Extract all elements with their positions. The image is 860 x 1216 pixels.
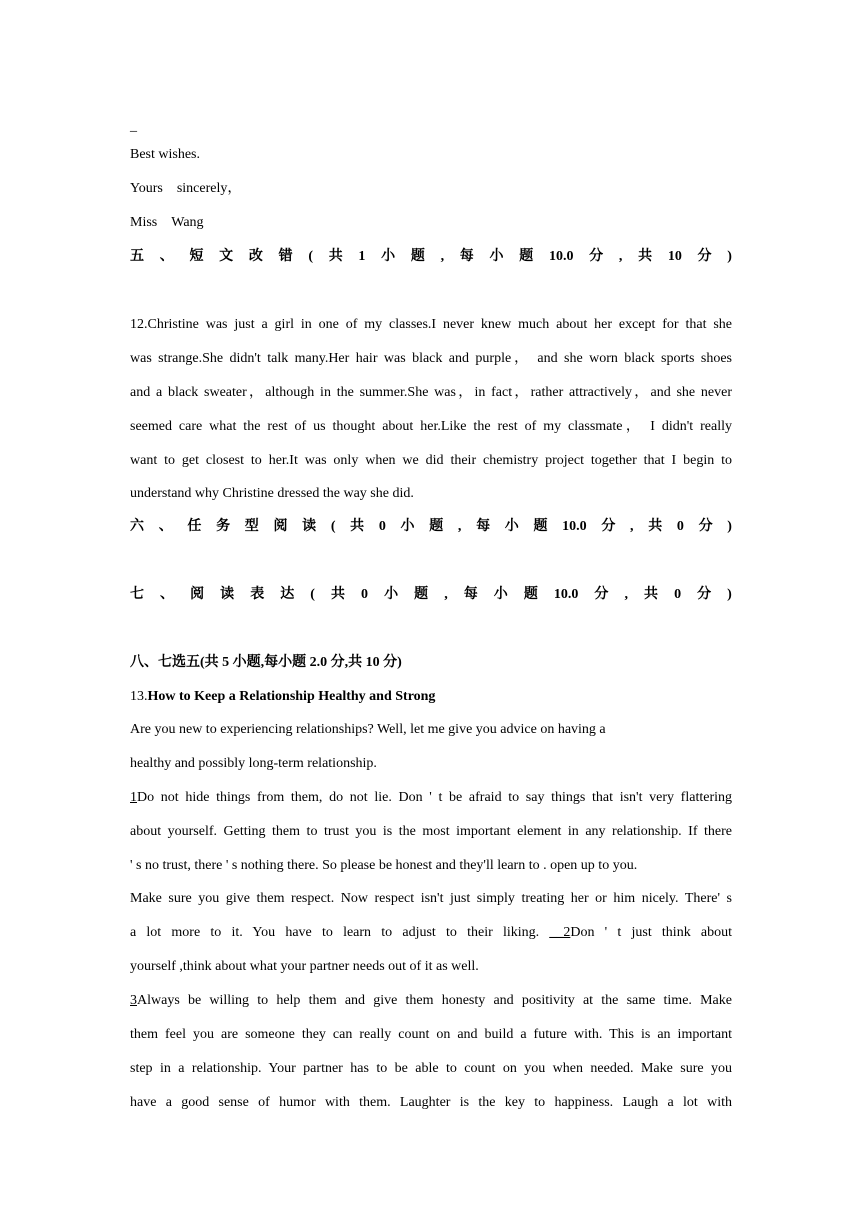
heading-token: 0 xyxy=(361,587,369,602)
heading-token: 表 xyxy=(250,587,265,602)
heading-token: 共 xyxy=(638,249,653,264)
heading-token: 读 xyxy=(220,587,235,602)
heading-token: 每 xyxy=(459,249,474,264)
heading-token: 小 xyxy=(381,249,396,264)
heading-token: 短 xyxy=(189,249,204,264)
heading-token: 10.0 xyxy=(548,249,574,264)
heading-token: 10.0 xyxy=(562,519,587,534)
q13-paragraph-1: 1Do not hide things from them, do not lie. Don ' t be afraid to say things that isn't very flattering xyxy=(130,790,732,805)
q13-paragraph-1: about yourself. Getting them to trust you is the most important element in any relationship. If there xyxy=(130,824,732,839)
heading-token: ( xyxy=(308,249,313,264)
section-6-heading xyxy=(130,517,732,537)
dash-line: _ xyxy=(130,119,137,134)
q13-intro: Are you new to experiencing relationships? Well, let me give you advice on having a xyxy=(130,722,606,737)
q12-line: 12.Christine was just a girl in one of my classes.I never knew much about her except for that she xyxy=(130,317,732,332)
heading-token: 、 xyxy=(158,519,173,534)
heading-token: 六 xyxy=(130,519,144,534)
q13-paragraph-2: yourself ,think about what your partner needs out of it as well. xyxy=(130,959,479,974)
heading-token: 题 xyxy=(429,519,444,534)
q12-line: was strange.She didn't talk many.Her hair was black and purple， and she worn black sports shoes xyxy=(130,351,732,366)
heading-token: 达 xyxy=(280,587,295,602)
q13-paragraph-2: a lot more to it. You have to learn to adjust to their liking. __2Don ' t just think about xyxy=(130,925,733,940)
heading-token: 阅 xyxy=(273,519,288,534)
heading-token: 10.0 xyxy=(553,587,579,602)
heading-token: 、 xyxy=(159,249,174,264)
heading-token: ) xyxy=(727,519,732,534)
heading-token: ) xyxy=(727,249,732,264)
heading-token: 分 xyxy=(698,519,713,534)
heading-token: 题 xyxy=(523,587,538,602)
heading-token: , xyxy=(440,249,445,264)
section-5-heading xyxy=(130,247,732,267)
heading-token: 分 xyxy=(594,587,609,602)
q13-title-line xyxy=(130,687,732,707)
heading-token: 分 xyxy=(697,587,712,602)
q12-line: and a black sweater，although in the summer.She was，in fact，rather attractively，and she never xyxy=(130,385,732,400)
heading-token: 七 xyxy=(130,587,144,602)
signature: Miss Wang xyxy=(130,215,204,230)
heading-token: 文 xyxy=(219,249,234,264)
q13-number: 13. xyxy=(130,689,148,704)
heading-token: 五 xyxy=(130,249,144,264)
q13-paragraph-3: them feel you are someone they can really count on and build a future with. This is an important xyxy=(130,1027,732,1042)
heading-token: ( xyxy=(310,587,315,602)
heading-token: 小 xyxy=(489,249,504,264)
heading-token: 题 xyxy=(533,519,548,534)
q13-paragraph-3: step in a relationship. Your partner has to be able to count on you when needed. Make sure you xyxy=(130,1061,732,1076)
q13-intro: healthy and possibly long-term relationship. xyxy=(130,756,377,771)
q13-paragraph-1: ' s no trust, there ' s nothing there. So please be honest and they'll learn to . open up to you. xyxy=(130,858,638,873)
section-8-heading: 八、七选五(共 5 小题,每小题 2.0 分,共 10 分) xyxy=(130,655,402,670)
q12-line: understand why Christine dressed the way she did. xyxy=(130,486,414,501)
best-wishes: Best wishes. xyxy=(130,147,200,162)
heading-token: 共 xyxy=(331,587,345,602)
heading-token: 、 xyxy=(160,587,175,602)
heading-token: 小 xyxy=(400,519,415,534)
section-7-heading xyxy=(130,585,732,605)
heading-token: 小 xyxy=(493,587,508,602)
heading-token: 1 xyxy=(358,249,366,264)
heading-token: 错 xyxy=(278,249,293,264)
q13-paragraph-3: 3Always be willing to help them and give them honesty and positivity at the same time. Make xyxy=(130,993,732,1008)
q12-line: seemed care what the rest of us thought about her.Like the rest of my classmate， I didn't really xyxy=(130,419,732,434)
heading-token: 务 xyxy=(216,519,231,534)
heading-token: 0 xyxy=(676,519,684,534)
heading-token: , xyxy=(444,587,448,602)
blank-2: __2 xyxy=(549,925,571,940)
heading-token: , xyxy=(624,587,628,602)
heading-token: 型 xyxy=(244,519,259,534)
q12-line: want to get closest to her.It was only when we did their chemistry project together that I begin to xyxy=(130,453,732,468)
heading-token: 小 xyxy=(384,587,399,602)
heading-token: , xyxy=(457,519,462,534)
q13-paragraph-3: have a good sense of humor with them. Laughter is the key to happiness. Laugh a lot with xyxy=(130,1095,732,1110)
heading-token: 共 xyxy=(648,519,663,534)
heading-token: 阅 xyxy=(190,587,205,602)
yours-sincerely: Yours sincerely， xyxy=(130,181,242,196)
heading-token: 10 xyxy=(667,249,682,264)
heading-token: 共 xyxy=(350,519,365,534)
heading-token: 0 xyxy=(674,587,682,602)
heading-token: 题 xyxy=(519,249,534,264)
heading-token: 小 xyxy=(504,519,519,534)
blank-3: 3 xyxy=(130,993,137,1008)
q13-paragraph-2: Make sure you give them respect. Now respect isn't just simply treating her or him nicely. There' s xyxy=(130,891,732,906)
heading-token: , xyxy=(630,519,634,534)
q13-title: How to Keep a Relationship Healthy and Strong xyxy=(147,689,436,704)
heading-token: 共 xyxy=(328,249,343,264)
heading-token: 每 xyxy=(463,587,478,602)
heading-token: 分 xyxy=(697,249,712,264)
heading-token: 读 xyxy=(302,519,317,534)
heading-token: 题 xyxy=(410,249,425,264)
heading-token: 每 xyxy=(476,519,491,534)
heading-token: 任 xyxy=(187,519,202,534)
heading-token: , xyxy=(618,249,623,264)
heading-token: 共 xyxy=(644,587,659,602)
heading-token: 改 xyxy=(248,249,263,264)
heading-token: 题 xyxy=(414,587,429,602)
heading-token: ) xyxy=(727,587,732,602)
heading-token: 分 xyxy=(601,519,616,534)
heading-token: 分 xyxy=(589,249,604,264)
heading-token: 0 xyxy=(378,519,386,534)
heading-token: ( xyxy=(330,519,336,534)
blank-1: 1 xyxy=(130,790,137,805)
